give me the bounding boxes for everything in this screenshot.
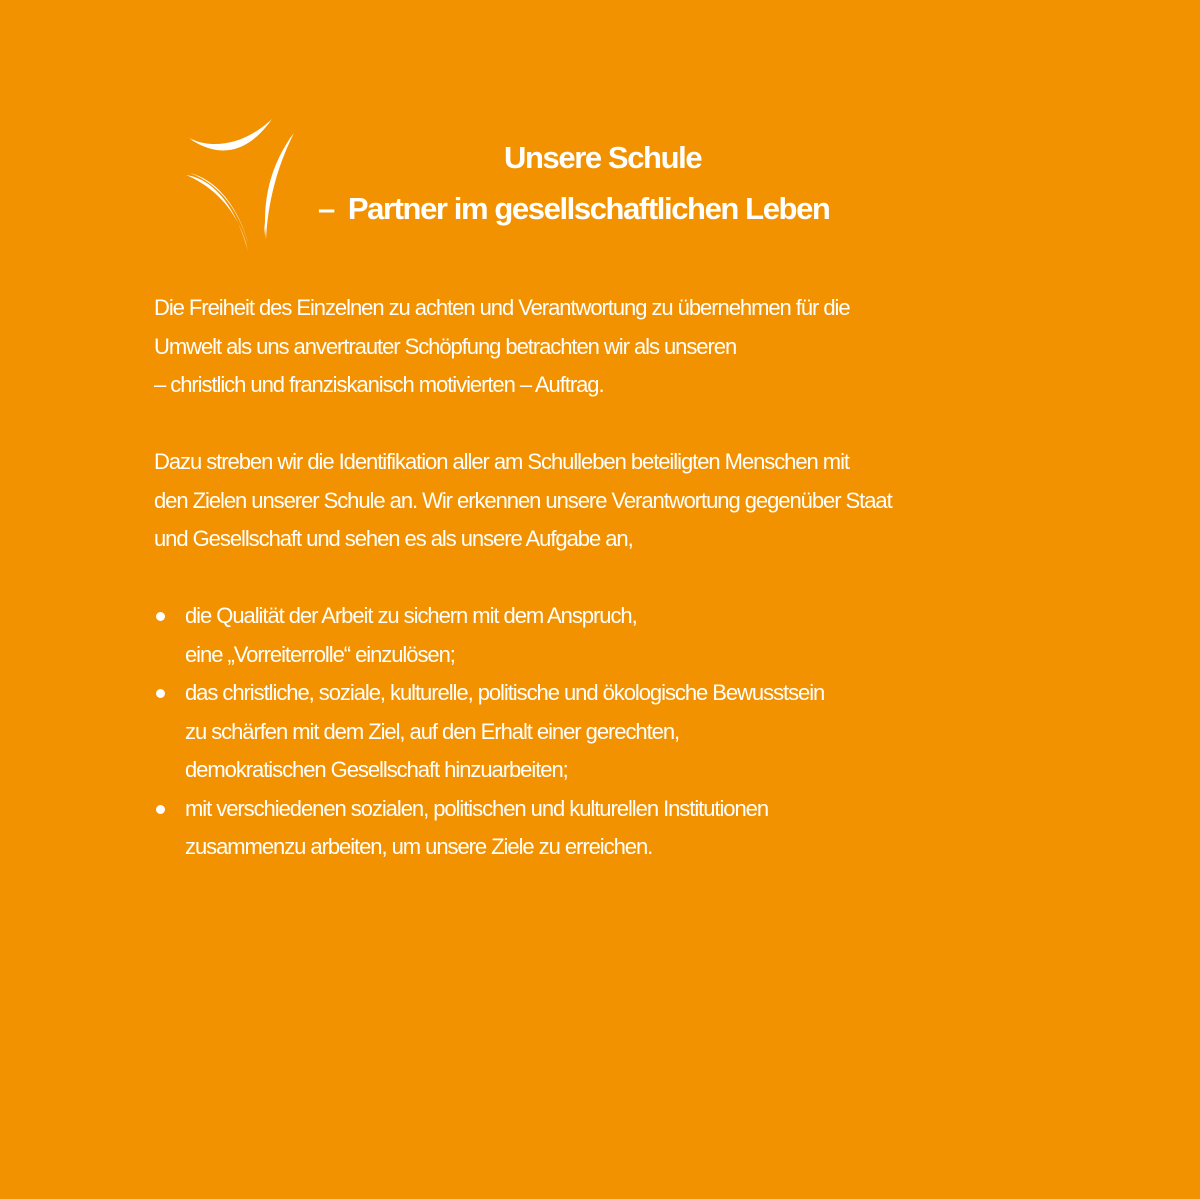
bullet-icon [156,612,165,621]
text-line: Dazu streben wir die Identifikation aller am Schulleben beteiligten Menschen mit [154,449,849,474]
list-item [154,790,1094,867]
list-item-line: demokratischen Gesellschaft hinzuarbeiten; [185,757,568,782]
list-item-line: eine „Vorreiterrolle“ einzulösen; [185,641,455,667]
paragraph-1 [154,289,1094,405]
list-item-line: zu schärfen mit dem Ziel, auf den Erhalt einer gerechten, [185,718,680,744]
text-line: – christlich und franziskanisch motivierten – Auftrag. [154,372,604,397]
franciscan-tau-logo-icon [180,115,305,255]
title-line-2 [300,183,1020,234]
list-item [154,674,1094,790]
list-item-line: die Qualität der Arbeit zu sichern mit dem Anspruch, [185,603,637,628]
list-item-line: das christliche, soziale, kulturelle, politische und ökologische Bewusstsein [185,680,825,705]
text-line: Die Freiheit des Einzelnen zu achten und Verantwortung zu übernehmen für die [154,295,850,320]
paragraph-2 [154,443,1094,559]
bullet-icon [156,805,165,814]
text-line: Umwelt als uns anvertrauter Schöpfung betrachten wir als unseren [154,333,737,359]
title-subtitle: Partner im gesellschaftlichen Leben [347,191,830,226]
text-line: den Zielen unserer Schule an. Wir erkennen unsere Verantwortung gegenüber Staat [154,487,892,513]
list-item-line: mit verschiedenen sozialen, politischen und kulturellen Institutionen [185,795,769,821]
text-line: und Gesellschaft und sehen es als unsere Aufgabe an, [154,526,633,551]
list-item [154,597,1094,674]
title-line-1: Unsere Schule [504,140,702,175]
bullet-icon [156,689,165,698]
goals-list [154,597,1094,867]
body-text [154,289,1094,867]
page-title [300,132,1020,234]
list-item-line: zusammenzu arbeiten, um unsere Ziele zu erreichen. [185,834,653,859]
title-dash: – [318,191,334,226]
